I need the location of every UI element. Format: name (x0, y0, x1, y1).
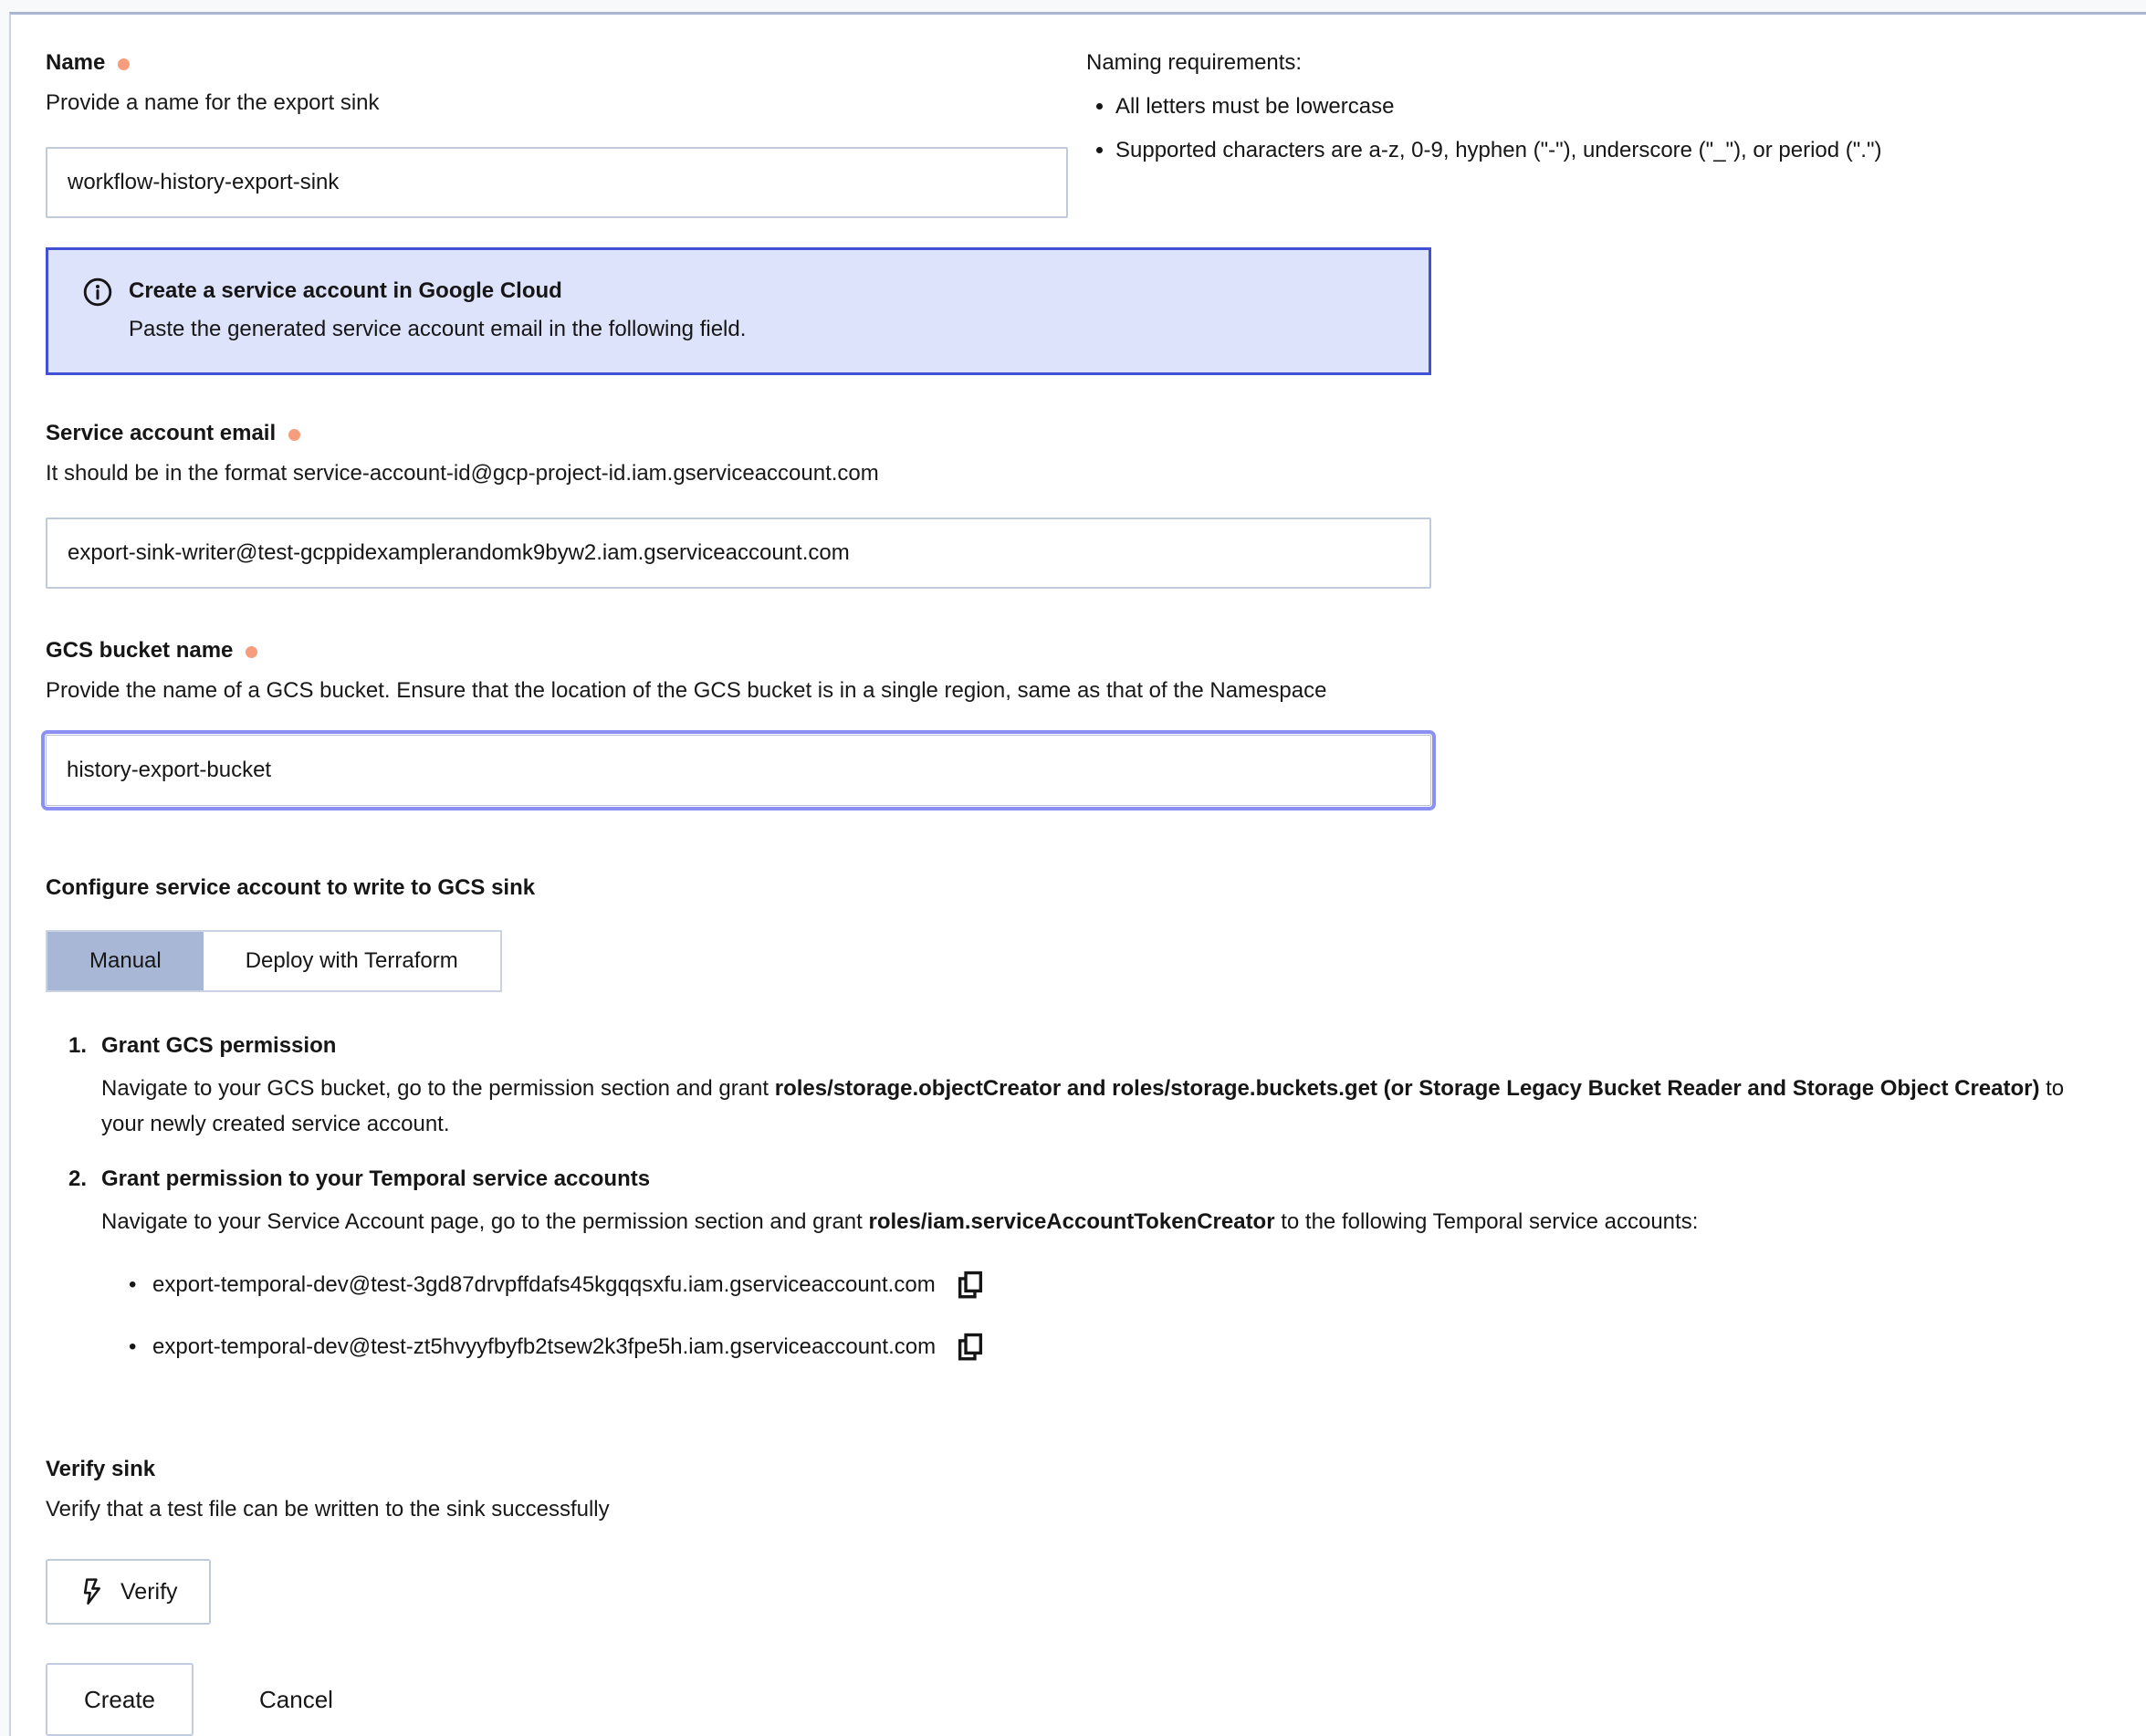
required-dot-icon (246, 646, 257, 658)
step-body: Navigate to your Service Account page, go to the permission section and grant roles/iam.serviceAccountTokenCreator to the following Temporal service accounts: (101, 1209, 1699, 1234)
step-title: Grant permission to your Temporal service accounts (101, 1166, 651, 1191)
list-item (129, 1267, 2146, 1303)
tab-manual[interactable]: Manual (47, 932, 204, 990)
copy-icon[interactable] (956, 1270, 985, 1301)
verify-sink-heading: Verify sink (46, 1457, 156, 1481)
bullet-icon: • (129, 1272, 137, 1297)
service-account-email-help: It should be in the format service-account-id@gcp-project-id.iam.gserviceaccount.com (46, 461, 879, 486)
create-button[interactable]: Create (46, 1663, 194, 1736)
naming-requirement-item: • Supported characters are a-z, 0-9, hyphen ("-"), underscore ("_"), or period (".") (1115, 134, 2146, 167)
list-item (129, 1329, 2146, 1365)
step-body: Navigate to your GCS bucket, go to the permission section and grant roles/storage.objectCreator and roles/storage.buckets.get (or Storage Legacy Bucket Reader and Storage Object Creator) to your newly created service account. (101, 1076, 2065, 1136)
export-sink-form-panel (9, 12, 2146, 1736)
temporal-service-account-list (129, 1267, 2146, 1365)
name-input[interactable] (46, 147, 1068, 218)
lightning-icon (79, 1576, 106, 1607)
gcs-bucket-section (46, 634, 2146, 806)
gcs-bucket-input[interactable] (46, 735, 1431, 806)
info-banner (46, 247, 1431, 375)
manual-steps (68, 1029, 2146, 1365)
step-number: 2. (68, 1166, 88, 1191)
form-actions (46, 1663, 2146, 1736)
service-account-email-section (46, 417, 2146, 589)
gcs-bucket-help: Provide the name of a GCS bucket. Ensure that the location of the GCS bucket is in a single region, same as that of the Namespace (46, 678, 1327, 703)
verify-button[interactable] (46, 1559, 211, 1625)
bullet-icon: • (129, 1334, 137, 1359)
service-account-email-label: Service account email (46, 421, 277, 445)
name-help-text: Provide a name for the export sink (46, 90, 380, 115)
step-number: 1. (68, 1033, 88, 1058)
name-label: Name (46, 50, 106, 75)
verify-button-label: Verify (120, 1578, 178, 1605)
temporal-service-account-email: export-temporal-dev@test-3gd87drvpffdafs45kgqqsxfu.iam.gserviceaccount.com (152, 1272, 936, 1297)
temporal-service-account-email: export-temporal-dev@test-zt5hvyyfbyfb2tsew2k3fpe5h.iam.gserviceaccount.com (152, 1334, 937, 1359)
info-icon (81, 276, 114, 313)
tab-deploy-with-terraform[interactable]: Deploy with Terraform (204, 932, 500, 990)
configure-heading: Configure service account to write to GCS sink (46, 875, 536, 900)
info-banner-body: Paste the generated service account email in the following field. (129, 317, 747, 341)
naming-requirements (1086, 47, 2146, 167)
required-dot-icon (288, 429, 300, 441)
naming-requirements-title: Naming requirements: (1086, 50, 1303, 75)
configure-tabs (46, 930, 502, 992)
name-section (46, 47, 2146, 218)
step-grant-gcs-permission (68, 1029, 2146, 1142)
verify-sink-section (46, 1453, 2146, 1625)
cancel-button[interactable]: Cancel (254, 1685, 339, 1715)
info-banner-title: Create a service account in Google Cloud (129, 278, 562, 303)
step-title: Grant GCS permission (101, 1033, 337, 1058)
naming-requirement-item: • All letters must be lowercase (1115, 90, 2146, 123)
gcs-bucket-label: GCS bucket name (46, 638, 234, 663)
required-dot-icon (118, 58, 130, 70)
verify-sink-help: Verify that a test file can be written to the sink successfully (46, 1497, 610, 1522)
step-grant-temporal-permission (68, 1162, 2146, 1365)
service-account-email-input[interactable] (46, 518, 1431, 589)
copy-icon[interactable] (956, 1332, 985, 1363)
